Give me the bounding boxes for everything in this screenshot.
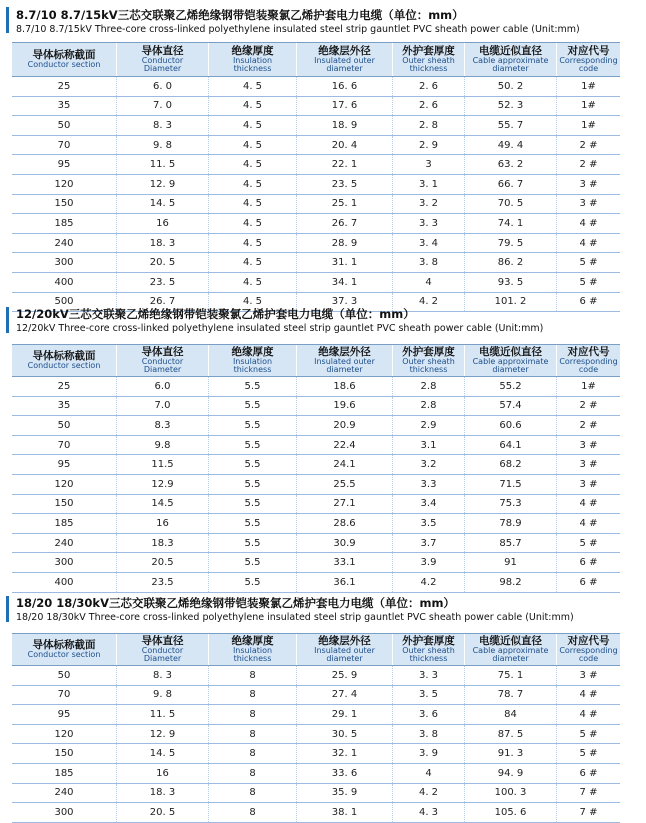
cell-conductor-section: 35 <box>57 100 71 112</box>
header-corresponding-code: 对应代号 Corresponding code <box>556 345 620 376</box>
cell-conductor-section: 400 <box>54 576 74 588</box>
table-body <box>12 77 620 312</box>
header-conductor-diameter: 导体直径 Conductor Diameter <box>116 43 208 76</box>
cell-outer-sheath-thickness: 4.2 <box>392 573 464 592</box>
cell-conductor-diameter: 18. 3 <box>116 784 208 803</box>
table-row <box>12 725 620 745</box>
cell-cable-approx-diameter: 71.5 <box>464 475 556 494</box>
table-header <box>12 42 620 77</box>
cell-insulated-outer-diameter: 20. 4 <box>296 136 392 155</box>
cell-conductor-diameter: 12. 9 <box>116 725 208 744</box>
cable-spec-section-2 <box>0 300 646 588</box>
cell-corresponding-code: 3 # <box>556 666 620 685</box>
spec-table-2 <box>12 344 620 593</box>
cell-conductor-section: 150 <box>54 198 74 210</box>
cell-conductor-section: 240 <box>54 787 74 799</box>
cell-conductor-section: 50 <box>57 669 71 681</box>
cell-insulated-outer-diameter: 26. 7 <box>296 214 392 233</box>
header-cable-approx-diameter: 电缆近似直径 Cable approximate diameter <box>464 634 556 665</box>
cell-outer-sheath-thickness: 2. 9 <box>392 136 464 155</box>
cell-outer-sheath-thickness: 4 <box>392 764 464 783</box>
cell-outer-sheath-thickness: 3.3 <box>392 475 464 494</box>
table-row <box>12 377 620 397</box>
header-cable-approx-diameter: 电缆近似直径 Cable approximate diameter <box>464 345 556 376</box>
cell-conductor-section: 120 <box>54 478 74 490</box>
cell-insulated-outer-diameter: 37. 3 <box>296 293 392 312</box>
cell-insulation-thickness: 5.5 <box>208 514 296 533</box>
cell-corresponding-code: 1# <box>556 97 620 116</box>
table-header <box>12 633 620 666</box>
cell-conductor-section: 120 <box>54 728 74 740</box>
cell-conductor-diameter: 16 <box>116 514 208 533</box>
cell-outer-sheath-thickness: 2.8 <box>392 377 464 396</box>
section-title-en: 12/20kV Three-core cross-linked polyethylene insulated steel strip gauntlet PVC sheath power cable (Unit:mm) <box>16 323 544 334</box>
cell-conductor-diameter: 12.9 <box>116 475 208 494</box>
cell-conductor-diameter: 7.0 <box>116 397 208 416</box>
cell-cable-approx-diameter: 78.9 <box>464 514 556 533</box>
spec-table-1 <box>12 42 620 312</box>
cell-insulated-outer-diameter: 25.5 <box>296 475 392 494</box>
cell-insulation-thickness: 4. 5 <box>208 97 296 116</box>
cell-conductor-diameter: 23.5 <box>116 573 208 592</box>
cell-insulated-outer-diameter: 19.6 <box>296 397 392 416</box>
cell-conductor-section: 150 <box>54 748 74 760</box>
cell-corresponding-code: 3 # <box>556 455 620 474</box>
cell-cable-approx-diameter: 78. 7 <box>464 686 556 705</box>
cell-corresponding-code: 4 # <box>556 705 620 724</box>
cell-conductor-diameter: 8. 3 <box>116 666 208 685</box>
cell-corresponding-code: 2 # <box>556 155 620 174</box>
cell-conductor-section: 500 <box>54 296 74 308</box>
cell-cable-approx-diameter: 105. 6 <box>464 803 556 822</box>
cell-insulated-outer-diameter: 24.1 <box>296 455 392 474</box>
cell-conductor-diameter: 20. 5 <box>116 253 208 272</box>
cell-conductor-diameter: 11.5 <box>116 455 208 474</box>
section-title-zh: 18/20 18/30kV三芯交联聚乙烯绝缘钢带铠装聚氯乙烯护套电力电缆（单位：mm） <box>16 597 455 610</box>
header-conductor-diameter: 导体直径 Conductor Diameter <box>116 634 208 665</box>
cell-outer-sheath-thickness: 3.5 <box>392 514 464 533</box>
cell-conductor-diameter: 9. 8 <box>116 686 208 705</box>
table-row <box>12 136 620 156</box>
cell-corresponding-code: 5 # <box>556 253 620 272</box>
cell-insulation-thickness: 8 <box>208 686 296 705</box>
cell-outer-sheath-thickness: 3. 9 <box>392 744 464 763</box>
cell-insulated-outer-diameter: 27. 4 <box>296 686 392 705</box>
cell-corresponding-code: 5 # <box>556 744 620 763</box>
cell-cable-approx-diameter: 86. 2 <box>464 253 556 272</box>
cell-insulated-outer-diameter: 17. 6 <box>296 97 392 116</box>
header-conductor-section: 导体标称截面 Conductor section <box>27 639 101 659</box>
cell-insulation-thickness: 4. 5 <box>208 234 296 253</box>
cell-cable-approx-diameter: 98.2 <box>464 573 556 592</box>
cell-conductor-section: 70 <box>57 439 71 451</box>
cell-insulation-thickness: 5.5 <box>208 475 296 494</box>
cell-cable-approx-diameter: 101. 2 <box>464 293 556 312</box>
cell-conductor-section: 300 <box>54 806 74 818</box>
cell-conductor-diameter: 6. 0 <box>116 77 208 96</box>
cell-conductor-section: 185 <box>54 517 74 529</box>
cell-insulation-thickness: 8 <box>208 744 296 763</box>
cell-corresponding-code: 6 # <box>556 553 620 572</box>
header-insulated-outer-diameter: 绝缘层外径 Insulated outer diameter <box>296 634 392 665</box>
cell-cable-approx-diameter: 55.2 <box>464 377 556 396</box>
cell-cable-approx-diameter: 50. 2 <box>464 77 556 96</box>
cell-conductor-diameter: 12. 9 <box>116 175 208 194</box>
cell-insulated-outer-diameter: 20.9 <box>296 416 392 435</box>
cell-insulated-outer-diameter: 25. 9 <box>296 666 392 685</box>
cell-corresponding-code: 5 # <box>556 725 620 744</box>
cell-conductor-diameter: 11. 5 <box>116 155 208 174</box>
table-row <box>12 97 620 117</box>
cell-insulation-thickness: 8 <box>208 784 296 803</box>
cell-cable-approx-diameter: 79. 5 <box>464 234 556 253</box>
cell-insulation-thickness: 4. 5 <box>208 273 296 292</box>
cell-corresponding-code: 3 # <box>556 436 620 455</box>
cell-insulation-thickness: 4. 5 <box>208 116 296 135</box>
cell-insulated-outer-diameter: 30.9 <box>296 534 392 553</box>
cell-cable-approx-diameter: 68.2 <box>464 455 556 474</box>
header-corresponding-code: 对应代号 Corresponding code <box>556 634 620 665</box>
table-row <box>12 234 620 254</box>
header-insulation-thickness: 绝缘厚度 Insulation thickness <box>208 634 296 665</box>
cell-conductor-section: 300 <box>54 557 74 569</box>
cell-outer-sheath-thickness: 3.7 <box>392 534 464 553</box>
section-title-en: 8.7/10 8.7/15kV Three-core cross-linked polyethylene insulated steel strip gauntlet PVC sheath power cable (Unit:mm) <box>16 24 580 35</box>
cell-insulation-thickness: 4. 5 <box>208 253 296 272</box>
cell-conductor-diameter: 23. 5 <box>116 273 208 292</box>
table-row <box>12 455 620 475</box>
cell-cable-approx-diameter: 91. 3 <box>464 744 556 763</box>
cell-conductor-diameter: 18. 3 <box>116 234 208 253</box>
table-row <box>12 666 620 686</box>
cell-insulation-thickness: 8 <box>208 666 296 685</box>
cell-insulated-outer-diameter: 25. 1 <box>296 195 392 214</box>
cell-conductor-section: 50 <box>57 119 71 131</box>
cell-insulated-outer-diameter: 36.1 <box>296 573 392 592</box>
cell-insulation-thickness: 5.5 <box>208 495 296 514</box>
cell-corresponding-code: 5 # <box>556 534 620 553</box>
cell-outer-sheath-thickness: 3. 6 <box>392 705 464 724</box>
header-outer-sheath-thickness: 外护套厚度 Outer sheath thickness <box>392 43 464 76</box>
cell-conductor-diameter: 26. 7 <box>116 293 208 312</box>
cell-cable-approx-diameter: 49. 4 <box>464 136 556 155</box>
cell-conductor-diameter: 7. 0 <box>116 97 208 116</box>
cell-corresponding-code: 4 # <box>556 234 620 253</box>
cell-cable-approx-diameter: 52. 3 <box>464 97 556 116</box>
cell-conductor-diameter: 16 <box>116 214 208 233</box>
table-row <box>12 253 620 273</box>
cell-conductor-diameter: 11. 5 <box>116 705 208 724</box>
cell-insulation-thickness: 4. 5 <box>208 195 296 214</box>
cell-cable-approx-diameter: 93. 5 <box>464 273 556 292</box>
header-corresponding-code: 对应代号 Corresponding code <box>556 43 620 76</box>
cell-conductor-diameter: 14. 5 <box>116 744 208 763</box>
table-body <box>12 666 620 823</box>
cell-conductor-section: 70 <box>57 689 71 701</box>
cell-conductor-section: 95 <box>57 159 71 171</box>
cell-insulated-outer-diameter: 29. 1 <box>296 705 392 724</box>
cell-insulated-outer-diameter: 22.4 <box>296 436 392 455</box>
cell-outer-sheath-thickness: 3. 4 <box>392 234 464 253</box>
header-insulated-outer-diameter: 绝缘层外径 Insulated outer diameter <box>296 345 392 376</box>
cell-conductor-diameter: 14. 5 <box>116 195 208 214</box>
cell-cable-approx-diameter: 85.7 <box>464 534 556 553</box>
cell-insulation-thickness: 8 <box>208 764 296 783</box>
cell-insulation-thickness: 5.5 <box>208 397 296 416</box>
cell-cable-approx-diameter: 55. 7 <box>464 116 556 135</box>
cable-spec-section-3 <box>0 590 646 820</box>
cell-conductor-section: 185 <box>54 767 74 779</box>
cell-cable-approx-diameter: 91 <box>464 553 556 572</box>
cell-cable-approx-diameter: 84 <box>464 705 556 724</box>
header-outer-sheath-thickness: 外护套厚度 Outer sheath thickness <box>392 634 464 665</box>
cell-cable-approx-diameter: 74. 1 <box>464 214 556 233</box>
cell-conductor-diameter: 16 <box>116 764 208 783</box>
cell-corresponding-code: 1# <box>556 116 620 135</box>
cell-insulation-thickness: 4. 5 <box>208 77 296 96</box>
cell-corresponding-code: 6 # <box>556 293 620 312</box>
cell-insulation-thickness: 5.5 <box>208 553 296 572</box>
cell-conductor-section: 120 <box>54 178 74 190</box>
table-row <box>12 175 620 195</box>
cell-conductor-section: 300 <box>54 257 74 269</box>
table-row <box>12 155 620 175</box>
cell-outer-sheath-thickness: 3.2 <box>392 455 464 474</box>
cell-conductor-section: 95 <box>57 459 71 471</box>
cell-insulation-thickness: 5.5 <box>208 573 296 592</box>
table-row <box>12 475 620 495</box>
cell-outer-sheath-thickness: 4 <box>392 273 464 292</box>
cell-insulation-thickness: 4. 5 <box>208 214 296 233</box>
table-row <box>12 416 620 436</box>
table-row <box>12 803 620 823</box>
cell-outer-sheath-thickness: 3.1 <box>392 436 464 455</box>
cell-insulation-thickness: 8 <box>208 725 296 744</box>
cell-outer-sheath-thickness: 3. 1 <box>392 175 464 194</box>
table-header <box>12 344 620 377</box>
cell-outer-sheath-thickness: 3. 2 <box>392 195 464 214</box>
table-row <box>12 744 620 764</box>
cell-conductor-diameter: 8.3 <box>116 416 208 435</box>
cell-cable-approx-diameter: 60.6 <box>464 416 556 435</box>
cell-corresponding-code: 7 # <box>556 803 620 822</box>
cell-insulation-thickness: 4. 5 <box>208 155 296 174</box>
cell-cable-approx-diameter: 63. 2 <box>464 155 556 174</box>
cell-insulated-outer-diameter: 38. 1 <box>296 803 392 822</box>
cell-conductor-section: 95 <box>57 708 71 720</box>
header-insulation-thickness: 绝缘厚度 Insulation thickness <box>208 43 296 76</box>
cell-conductor-diameter: 18.3 <box>116 534 208 553</box>
cell-conductor-section: 50 <box>57 419 71 431</box>
cell-corresponding-code: 4 # <box>556 214 620 233</box>
cell-conductor-diameter: 9. 8 <box>116 136 208 155</box>
header-cable-approx-diameter: 电缆近似直径 Cable approximate diameter <box>464 43 556 76</box>
cell-outer-sheath-thickness: 4. 2 <box>392 784 464 803</box>
table-row <box>12 436 620 456</box>
header-conductor-section: 导体标称截面 Conductor section <box>27 49 101 69</box>
cell-insulated-outer-diameter: 28. 9 <box>296 234 392 253</box>
cell-outer-sheath-thickness: 3. 8 <box>392 725 464 744</box>
table-row <box>12 195 620 215</box>
cell-corresponding-code: 3 # <box>556 175 620 194</box>
cell-corresponding-code: 4 # <box>556 495 620 514</box>
cell-outer-sheath-thickness: 3. 5 <box>392 686 464 705</box>
cell-insulated-outer-diameter: 33. 6 <box>296 764 392 783</box>
cell-conductor-section: 25 <box>57 380 71 392</box>
cell-insulation-thickness: 8 <box>208 803 296 822</box>
cell-corresponding-code: 5 # <box>556 273 620 292</box>
cell-insulated-outer-diameter: 22. 1 <box>296 155 392 174</box>
cell-insulation-thickness: 5.5 <box>208 436 296 455</box>
header-outer-sheath-thickness: 外护套厚度 Outer sheath thickness <box>392 345 464 376</box>
cell-insulation-thickness: 4. 5 <box>208 136 296 155</box>
cell-conductor-diameter: 20. 5 <box>116 803 208 822</box>
table-row <box>12 705 620 725</box>
cell-outer-sheath-thickness: 2.9 <box>392 416 464 435</box>
table-row <box>12 514 620 534</box>
cell-cable-approx-diameter: 57.4 <box>464 397 556 416</box>
cell-conductor-diameter: 8. 3 <box>116 116 208 135</box>
cell-insulation-thickness: 4. 5 <box>208 293 296 312</box>
cell-insulation-thickness: 8 <box>208 705 296 724</box>
cell-outer-sheath-thickness: 2. 6 <box>392 77 464 96</box>
cell-conductor-diameter: 20.5 <box>116 553 208 572</box>
table-row <box>12 397 620 417</box>
cell-cable-approx-diameter: 94. 9 <box>464 764 556 783</box>
cell-cable-approx-diameter: 75. 1 <box>464 666 556 685</box>
cell-conductor-section: 35 <box>57 400 71 412</box>
cell-insulated-outer-diameter: 35. 9 <box>296 784 392 803</box>
cell-conductor-diameter: 6.0 <box>116 377 208 396</box>
cell-insulated-outer-diameter: 33.1 <box>296 553 392 572</box>
cell-insulation-thickness: 5.5 <box>208 534 296 553</box>
cell-corresponding-code: 7 # <box>556 784 620 803</box>
section-title-zh: 8.7/10 8.7/15kV三芯交联聚乙烯绝缘钢带铠装聚氯乙烯护套电力电缆（单位：mm） <box>16 9 464 22</box>
table-row <box>12 495 620 515</box>
cell-outer-sheath-thickness: 4. 2 <box>392 293 464 312</box>
header-insulation-thickness: 绝缘厚度 Insulation thickness <box>208 345 296 376</box>
cell-outer-sheath-thickness: 3. 3 <box>392 214 464 233</box>
table-row <box>12 553 620 573</box>
cell-cable-approx-diameter: 87. 5 <box>464 725 556 744</box>
cell-insulated-outer-diameter: 27.1 <box>296 495 392 514</box>
cell-conductor-section: 400 <box>54 276 74 288</box>
cell-conductor-section: 185 <box>54 217 74 229</box>
cell-outer-sheath-thickness: 3 <box>392 155 464 174</box>
spec-table-3 <box>12 633 620 823</box>
header-conductor-diameter: 导体直径 Conductor Diameter <box>116 345 208 376</box>
cell-conductor-section: 150 <box>54 498 74 510</box>
cell-outer-sheath-thickness: 3.9 <box>392 553 464 572</box>
cable-spec-section-1 <box>0 0 646 308</box>
cell-insulation-thickness: 5.5 <box>208 416 296 435</box>
cell-insulated-outer-diameter: 16. 6 <box>296 77 392 96</box>
cell-insulation-thickness: 4. 5 <box>208 175 296 194</box>
table-row <box>12 784 620 804</box>
cell-corresponding-code: 2 # <box>556 136 620 155</box>
cell-outer-sheath-thickness: 4. 3 <box>392 803 464 822</box>
table-row <box>12 77 620 97</box>
cell-insulated-outer-diameter: 32. 1 <box>296 744 392 763</box>
cell-insulated-outer-diameter: 34. 1 <box>296 273 392 292</box>
cell-conductor-section: 70 <box>57 139 71 151</box>
cell-insulated-outer-diameter: 30. 5 <box>296 725 392 744</box>
header-insulated-outer-diameter: 绝缘层外径 Insulated outer diameter <box>296 43 392 76</box>
cell-outer-sheath-thickness: 2. 6 <box>392 97 464 116</box>
cell-corresponding-code: 4 # <box>556 686 620 705</box>
table-row <box>12 686 620 706</box>
cell-outer-sheath-thickness: 3. 3 <box>392 666 464 685</box>
cell-insulated-outer-diameter: 18.6 <box>296 377 392 396</box>
cell-cable-approx-diameter: 70. 5 <box>464 195 556 214</box>
cell-conductor-diameter: 14.5 <box>116 495 208 514</box>
cell-cable-approx-diameter: 64.1 <box>464 436 556 455</box>
cell-outer-sheath-thickness: 3.4 <box>392 495 464 514</box>
cell-cable-approx-diameter: 66. 7 <box>464 175 556 194</box>
cell-conductor-section: 25 <box>57 80 71 92</box>
cell-conductor-diameter: 9.8 <box>116 436 208 455</box>
table-row <box>12 214 620 234</box>
cell-conductor-section: 240 <box>54 237 74 249</box>
cell-corresponding-code: 6 # <box>556 573 620 592</box>
table-row <box>12 273 620 293</box>
cell-cable-approx-diameter: 100. 3 <box>464 784 556 803</box>
section-title-en: 18/20 18/30kV Three-core cross-linked polyethylene insulated steel strip gauntlet PVC sheath power cable (Unit:mm) <box>16 612 574 623</box>
table-body <box>12 377 620 593</box>
cell-insulated-outer-diameter: 23. 5 <box>296 175 392 194</box>
table-row <box>12 534 620 554</box>
cell-corresponding-code: 1# <box>556 77 620 96</box>
cell-corresponding-code: 6 # <box>556 764 620 783</box>
header-conductor-section: 导体标称截面 Conductor section <box>27 350 101 370</box>
table-row <box>12 116 620 136</box>
section-title-zh: 12/20kV三芯交联聚乙烯绝缘钢带铠装聚氯乙烯护套电力电缆（单位：mm） <box>16 308 415 321</box>
cell-cable-approx-diameter: 75.3 <box>464 495 556 514</box>
cell-insulated-outer-diameter: 31. 1 <box>296 253 392 272</box>
cell-conductor-section: 240 <box>54 537 74 549</box>
cell-corresponding-code: 1# <box>556 377 620 396</box>
cell-insulated-outer-diameter: 28.6 <box>296 514 392 533</box>
cell-corresponding-code: 2 # <box>556 416 620 435</box>
cell-insulation-thickness: 5.5 <box>208 377 296 396</box>
cell-insulated-outer-diameter: 18. 9 <box>296 116 392 135</box>
cell-insulation-thickness: 5.5 <box>208 455 296 474</box>
cell-outer-sheath-thickness: 2.8 <box>392 397 464 416</box>
cell-outer-sheath-thickness: 3. 8 <box>392 253 464 272</box>
cell-corresponding-code: 3 # <box>556 475 620 494</box>
cell-corresponding-code: 2 # <box>556 397 620 416</box>
cell-corresponding-code: 3 # <box>556 195 620 214</box>
cell-corresponding-code: 4 # <box>556 514 620 533</box>
cell-outer-sheath-thickness: 2. 8 <box>392 116 464 135</box>
table-row <box>12 764 620 784</box>
